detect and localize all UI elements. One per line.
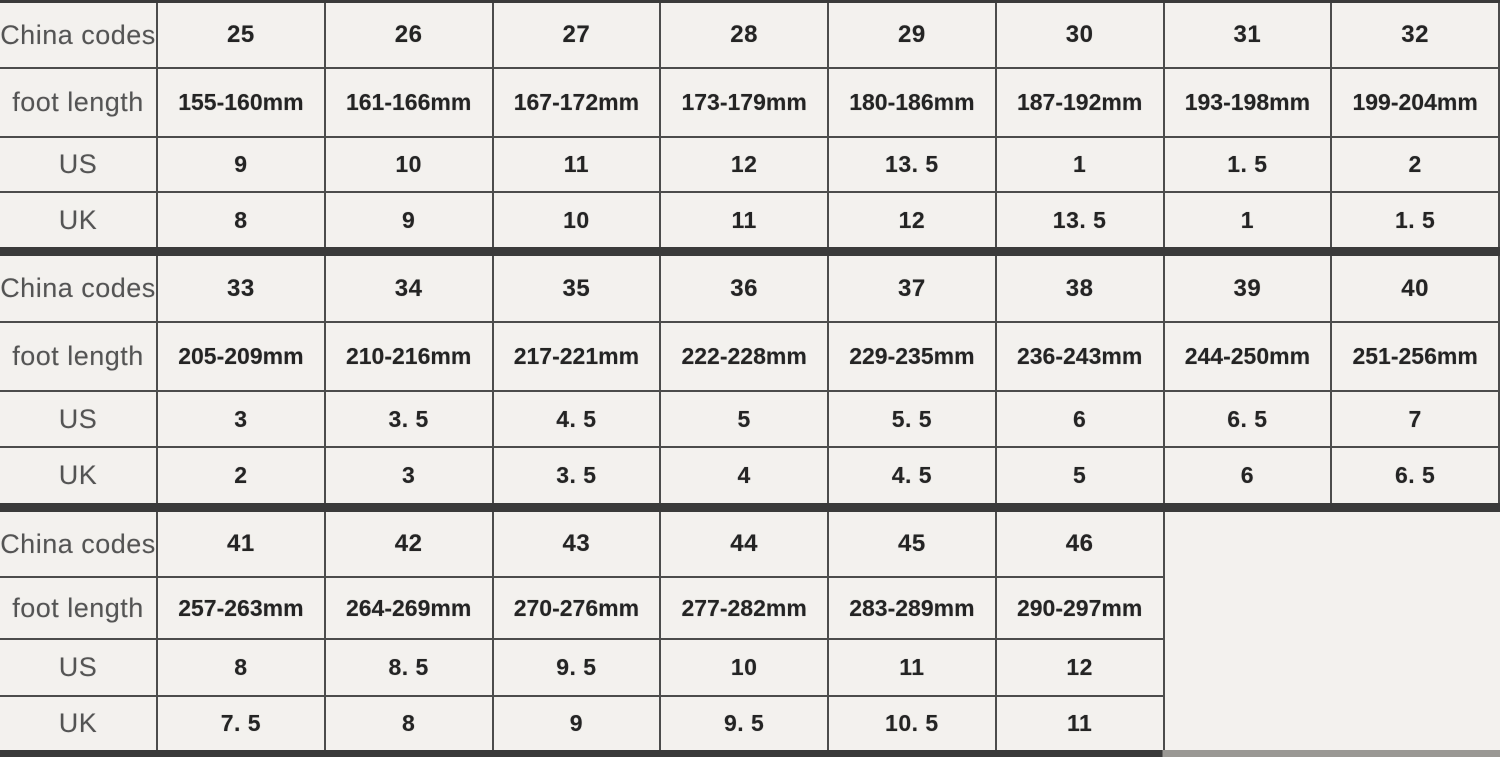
- cell-us: 3. 5: [326, 392, 494, 448]
- empty-region: [1165, 512, 1500, 750]
- cell-foot-length: 283-289mm: [829, 578, 997, 640]
- cell-china-codes: 31: [1165, 3, 1333, 69]
- cell-foot-length: 264-269mm: [326, 578, 494, 640]
- cell-china-codes: 39: [1165, 256, 1333, 323]
- cell-us: 1. 5: [1165, 138, 1333, 193]
- cell-foot-length: 277-282mm: [661, 578, 829, 640]
- cell-us: 9. 5: [494, 640, 662, 697]
- cell-uk: 9. 5: [661, 697, 829, 750]
- row-label-uk: UK: [0, 448, 158, 503]
- section-divider: [0, 503, 1500, 512]
- cell-us: 10: [661, 640, 829, 697]
- cell-uk: 6. 5: [1332, 448, 1500, 503]
- cell-china-codes: 27: [494, 3, 662, 69]
- row-label-foot-length: foot length: [0, 69, 158, 138]
- table-section-2: [0, 256, 1500, 503]
- cell-us: 10: [326, 138, 494, 193]
- cell-foot-length: 167-172mm: [494, 69, 662, 138]
- cell-china-codes: 25: [158, 3, 326, 69]
- cell-us: 12: [661, 138, 829, 193]
- cell-china-codes: 34: [326, 256, 494, 323]
- cell-foot-length: 270-276mm: [494, 578, 662, 640]
- cell-china-codes: 38: [997, 256, 1165, 323]
- cell-us: 2: [1332, 138, 1500, 193]
- cell-china-codes: 36: [661, 256, 829, 323]
- cell-us: 6. 5: [1165, 392, 1333, 448]
- cell-uk: 10: [494, 193, 662, 247]
- cell-us: 12: [997, 640, 1165, 697]
- cell-china-codes: 30: [997, 3, 1165, 69]
- cell-china-codes: 29: [829, 3, 997, 69]
- cell-us: 13. 5: [829, 138, 997, 193]
- table-bottom-border: [0, 750, 1500, 757]
- cell-foot-length: 193-198mm: [1165, 69, 1333, 138]
- cell-china-codes: 41: [158, 512, 326, 578]
- cell-china-codes: 35: [494, 256, 662, 323]
- cell-us: 4. 5: [494, 392, 662, 448]
- row-label-china-codes: China codes: [0, 3, 158, 69]
- cell-uk: 8: [158, 193, 326, 247]
- row-label-foot-length: foot length: [0, 323, 158, 392]
- cell-foot-length: 236-243mm: [997, 323, 1165, 392]
- cell-foot-length: 155-160mm: [158, 69, 326, 138]
- cell-china-codes: 45: [829, 512, 997, 578]
- cell-us: 3: [158, 392, 326, 448]
- cell-china-codes: 43: [494, 512, 662, 578]
- cell-uk: 2: [158, 448, 326, 503]
- cell-china-codes: 33: [158, 256, 326, 323]
- cell-foot-length: 257-263mm: [158, 578, 326, 640]
- cell-uk: 1: [1165, 193, 1333, 247]
- cell-china-codes: 40: [1332, 256, 1500, 323]
- cell-foot-length: 173-179mm: [661, 69, 829, 138]
- cell-uk: 9: [494, 697, 662, 750]
- cell-china-codes: 46: [997, 512, 1165, 578]
- cell-uk: 11: [997, 697, 1165, 750]
- cell-us: 1: [997, 138, 1165, 193]
- row-label-uk: UK: [0, 697, 158, 750]
- table-section-3: [0, 512, 1500, 750]
- cell-us: 5. 5: [829, 392, 997, 448]
- cell-foot-length: 187-192mm: [997, 69, 1165, 138]
- table-section-1: [0, 3, 1500, 247]
- cell-foot-length: 161-166mm: [326, 69, 494, 138]
- cell-china-codes: 42: [326, 512, 494, 578]
- cell-us: 8: [158, 640, 326, 697]
- row-label-china-codes: China codes: [0, 256, 158, 323]
- cell-foot-length: 251-256mm: [1332, 323, 1500, 392]
- cell-foot-length: 244-250mm: [1165, 323, 1333, 392]
- cell-uk: 3. 5: [494, 448, 662, 503]
- cell-china-codes: 26: [326, 3, 494, 69]
- cell-uk: 5: [997, 448, 1165, 503]
- cell-uk: 10. 5: [829, 697, 997, 750]
- cell-foot-length: 205-209mm: [158, 323, 326, 392]
- cell-foot-length: 199-204mm: [1332, 69, 1500, 138]
- cell-uk: 9: [326, 193, 494, 247]
- cell-uk: 13. 5: [997, 193, 1165, 247]
- cell-china-codes: 44: [661, 512, 829, 578]
- cell-uk: 1. 5: [1332, 193, 1500, 247]
- cell-foot-length: 180-186mm: [829, 69, 997, 138]
- row-label-china-codes: China codes: [0, 512, 158, 578]
- section-divider: [0, 247, 1500, 256]
- row-label-uk: UK: [0, 193, 158, 247]
- cell-us: 11: [829, 640, 997, 697]
- cell-uk: 7. 5: [158, 697, 326, 750]
- cell-uk: 4: [661, 448, 829, 503]
- row-label-us: US: [0, 640, 158, 697]
- cell-us: 9: [158, 138, 326, 193]
- row-label-us: US: [0, 138, 158, 193]
- cell-foot-length: 290-297mm: [997, 578, 1165, 640]
- cell-us: 7: [1332, 392, 1500, 448]
- cell-china-codes: 28: [661, 3, 829, 69]
- cell-uk: 12: [829, 193, 997, 247]
- cell-foot-length: 217-221mm: [494, 323, 662, 392]
- cell-china-codes: 37: [829, 256, 997, 323]
- cell-uk: 3: [326, 448, 494, 503]
- cell-us: 5: [661, 392, 829, 448]
- cell-us: 11: [494, 138, 662, 193]
- cell-uk: 8: [326, 697, 494, 750]
- cell-uk: 6: [1165, 448, 1333, 503]
- cell-us: 8. 5: [326, 640, 494, 697]
- cell-china-codes: 32: [1332, 3, 1500, 69]
- cell-foot-length: 210-216mm: [326, 323, 494, 392]
- cell-foot-length: 229-235mm: [829, 323, 997, 392]
- cell-us: 6: [997, 392, 1165, 448]
- cell-foot-length: 222-228mm: [661, 323, 829, 392]
- row-label-us: US: [0, 392, 158, 448]
- cell-uk: 4. 5: [829, 448, 997, 503]
- size-chart-table: [0, 3, 1500, 750]
- cell-uk: 11: [661, 193, 829, 247]
- row-label-foot-length: foot length: [0, 578, 158, 640]
